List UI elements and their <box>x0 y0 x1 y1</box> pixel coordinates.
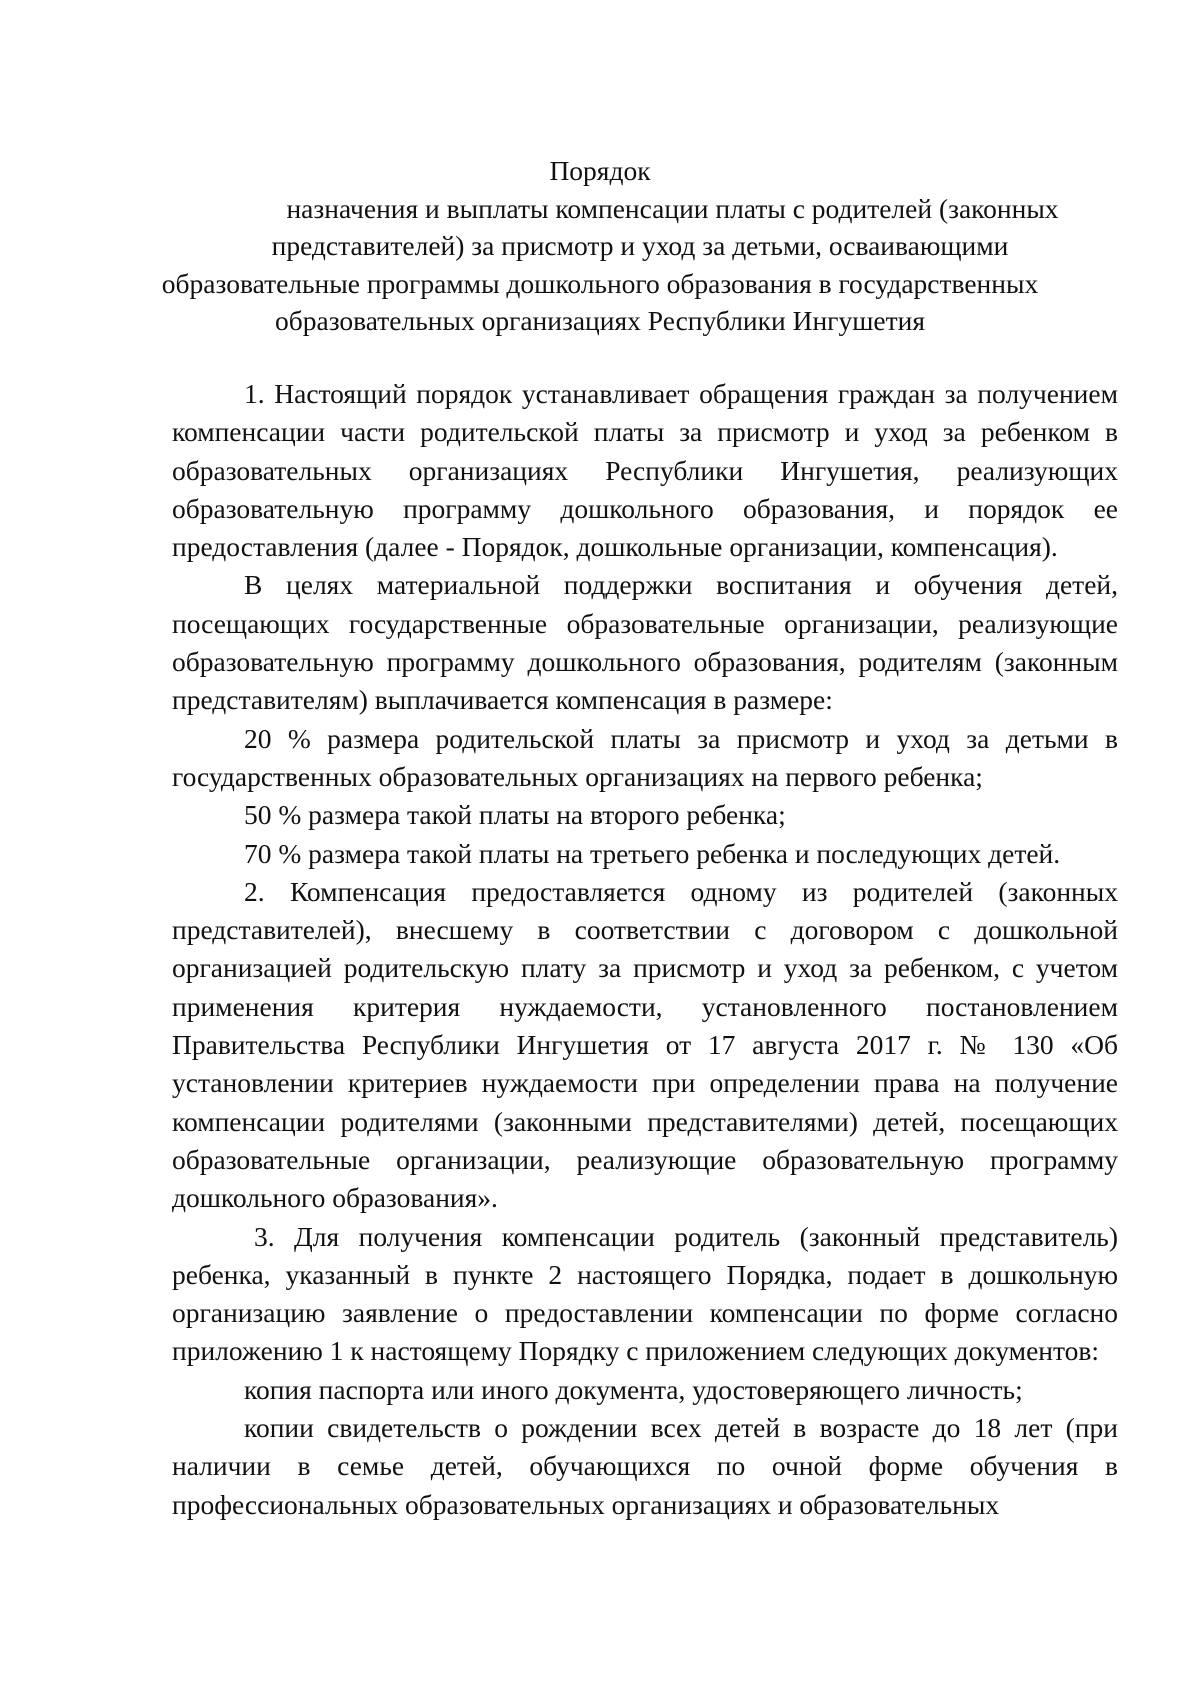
document-body <box>172 375 1118 1524</box>
title-line: назначения и выплаты компенсации платы с родителей (законных <box>286 192 1059 224</box>
title-line: представителей) за присмотр и уход за детьми, осваивающими <box>271 230 1009 261</box>
paragraph: 2. Компенсация предоставляется одному из родителей (законных представителей), внесшему в соответствии с договором с дошкольной организацией родительскую плату за присмотр и уход за ребенком, с учетом применения критерия нуждаемости, установленного постановлением Правительства Республики Ингушетия от 17 августа 2017 г. № 130 «Об установлении критериев нуждаемости при определении права на получение компенсации родителями (законными представителями) детей, посещающих образовательные организации, реализующие образовательную программу дошкольного образования». <box>172 875 1118 1214</box>
paragraph: 70 % размера такой платы на третьего ребенка и последующих детей. <box>244 837 1061 869</box>
paragraph: 3. Для получения компенсации родитель (законный представитель) ребенка, указанный в пункте 2 настоящего Порядка, подает в дошкольную организацию заявление о предоставлении компенсации по форме согласно приложению 1 к настоящему Порядку с приложением следующих документов: <box>172 1220 1118 1367</box>
paragraph: В целях материальной поддержки воспитания и обучения детей, посещающих государственные образовательные организации, реализующие образовательную программу дошкольного образования, родителям (законным представителям) выплачивается компенсация в размере: <box>172 569 1118 716</box>
title-line: образовательных организациях Республики Ингушетия <box>275 305 925 336</box>
paragraph: копия паспорта или иного документа, удостоверяющего личность; <box>244 1373 1023 1405</box>
paragraph: 50 % размера такой платы на второго ребенка; <box>244 799 786 831</box>
paragraph: 1. Настоящий порядок устанавливает обращения граждан за получением компенсации части родительской платы за присмотр и уход за ребенком в образовательных организациях Республики Ингушетия, реализующих образовательную программу дошкольного образования, и порядок ее предоставления (далее - Порядок, дошкольные организации, компенсация). <box>172 378 1118 563</box>
document-title <box>0 152 1200 340</box>
paragraph: 20 % размера родительской платы за присмотр и уход за детьми в государственных образовательных организациях на первого ребенка; <box>172 722 1118 792</box>
title-line: образовательные программы дошкольного образования в государственных <box>161 267 1039 299</box>
title-line: Порядок <box>549 155 651 186</box>
paragraph: копии свидетельств о рождении всех детей в возрасте до 18 лет (при наличии в семье детей, обучающихся по очной форме обучения в профессиональных образовательных организациях и образовательных <box>172 1412 1118 1520</box>
